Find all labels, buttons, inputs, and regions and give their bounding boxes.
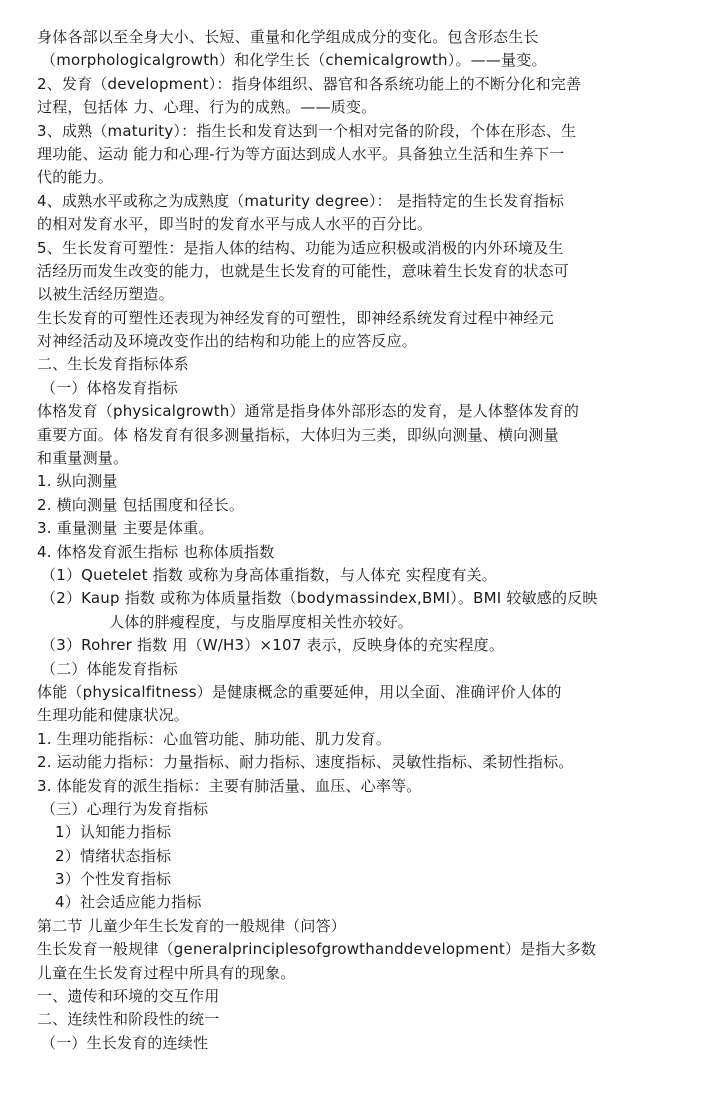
subsection-heading: （三）心理行为发育指标 — [41, 799, 209, 818]
list-item: 3. 体能发育的派生指标：主要有肺活量、血压、心率等。 — [37, 776, 422, 795]
section-heading: 二、生长发育指标体系 — [37, 355, 190, 374]
text-line: 5、生长发育可塑性：是指人体的结构、功能为适应积极或消极的内外环境及生 — [37, 238, 564, 257]
text-line: 3、成熟（maturity）：指生长和发育达到一个相对完备的阶段，个体在形态、生 — [37, 121, 577, 140]
list-item: （1）Quetelet 指数 或称为身高体重指数，与人体充 实程度有关。 — [41, 565, 497, 584]
text-line: 重要方面。体 格发育有很多测量指标，大体归为三类，即纵向测量、横向测量 — [37, 425, 559, 444]
text-line: 身体各部以至全身大小、长短、重量和化学组成成分的变化。包含形态生长 — [37, 28, 539, 46]
text-line: 和重量测量。 — [37, 449, 129, 468]
list-item: 1. 生理功能指标：心血管功能、肺功能、肌力发育。 — [37, 729, 392, 748]
list-item: （3）Rohrer 指数 用（W/H3）×107 表示，反映身体的充实程度。 — [41, 636, 505, 655]
text-line: 代的能力。 — [37, 168, 114, 187]
subsection-heading: （一）生长发育的连续性 — [41, 1033, 209, 1052]
section-heading: 二、连续性和阶段性的统一 — [37, 1010, 220, 1029]
section-heading: 一、遗传和环境的交互作用 — [37, 987, 220, 1006]
text-line: 人体的胖瘦程度，与皮脂厚度相关性亦较好。 — [109, 612, 414, 631]
text-line: 儿童在生长发育过程中所具有的现象。 — [37, 963, 296, 982]
list-item: 1）认知能力指标 — [55, 823, 172, 842]
list-item: 3）个性发育指标 — [55, 870, 172, 889]
chapter-heading: 第二节 儿童少年生长发育的一般规律（问答） — [37, 916, 346, 935]
text-line: 4、成熟水平或称之为成熟度（maturity degree）： 是指特定的生长发育指标 — [37, 191, 565, 210]
list-item: 4. 体格发育派生指标 也称体质指数 — [37, 542, 275, 561]
text-line: 生理功能和健康状况。 — [37, 706, 190, 725]
text-line: 体格发育（physicalgrowth）通常是指身体外部形态的发育，是人体整体发育的 — [37, 402, 580, 421]
list-item: （2）Kaup 指数 或称为体质量指数（bodymassindex,BMI）。BMI 较敏感的反映 — [41, 589, 598, 608]
text-line: 2、发育（development）：指身体组织、器官和各系统功能上的不断分化和完善 — [37, 74, 582, 93]
text-line: 过程，包括体 力、心理、行为的成熟。——质变。 — [37, 98, 377, 117]
subsection-heading: （一）体格发育指标 — [41, 378, 178, 397]
text-line: 理功能、运动 能力和心理-行为等方面达到成人水平。具备独立生活和生养下一 — [37, 144, 565, 163]
text-line: 以被生活经历塑造。 — [37, 285, 174, 304]
subsection-heading: （二）体能发育指标 — [41, 659, 178, 678]
text-line: 对神经活动及环境改变作出的结构和功能上的应答反应。 — [37, 332, 418, 351]
document-page — [37, 26, 687, 1055]
list-item: 1. 纵向测量 — [37, 472, 118, 491]
list-item: 2. 运动能力指标：力量指标、耐力指标、速度指标、灵敏性指标、柔韧性指标。 — [37, 753, 574, 772]
list-item: 2. 横向测量 包括围度和径长。 — [37, 495, 245, 514]
list-item: 3. 重量测量 主要是体重。 — [37, 519, 214, 538]
text-line: 的相对发育水平，即当时的发育水平与成人水平的百分比。 — [37, 215, 433, 234]
text-line: 生长发育一般规律（generalprinciplesofgrowthanddevelopment）是指大多数 — [37, 940, 597, 959]
text-line: （morphologicalgrowth）和化学生长（chemicalgrowth）。——量变。 — [41, 51, 547, 70]
list-item: 4）社会适应能力指标 — [55, 893, 202, 912]
list-item: 2）情绪状态指标 — [55, 846, 172, 865]
text-line: 体能（physicalfitness）是健康概念的重要延伸，用以全面、准确评价人体的 — [37, 682, 562, 701]
text-line: 活经历而发生改变的能力，也就是生长发育的可能性，意味着生长发育的状态可 — [37, 261, 570, 280]
text-line: 生长发育的可塑性还表现为神经发育的可塑性，即神经系统发育过程中神经元 — [37, 308, 554, 327]
